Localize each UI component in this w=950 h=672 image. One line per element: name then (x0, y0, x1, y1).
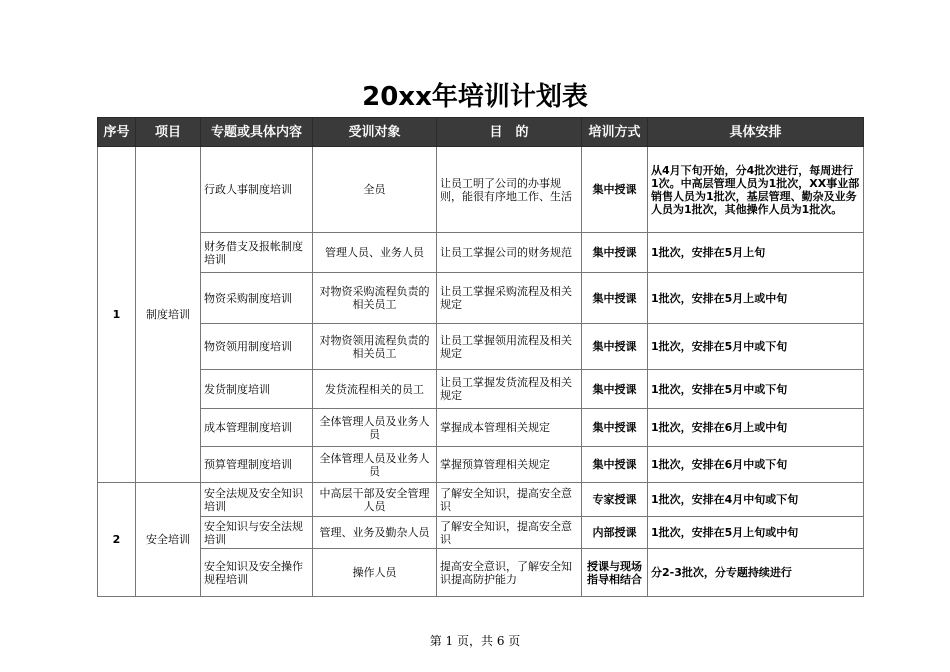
header-method: 培训方式 (582, 118, 648, 147)
purpose-cell: 让员工掌握采购流程及相关规定 (437, 273, 582, 324)
purpose-cell: 提高安全意识，了解安全知识提高防护能力 (437, 549, 582, 597)
method-cell: 集中授课 (582, 409, 648, 447)
method-cell: 集中授课 (582, 147, 648, 233)
header-project: 项目 (136, 118, 201, 147)
table-row (98, 147, 864, 233)
group-project: 安全培训 (136, 483, 201, 597)
purpose-cell: 让员工掌握领用流程及相关规定 (437, 324, 582, 370)
topic-cell: 成本管理制度培训 (201, 409, 313, 447)
audience-cell: 全员 (313, 147, 437, 233)
purpose-cell: 了解安全知识，提高安全意识 (437, 483, 582, 517)
schedule-cell: 1批次，安排在5月中或下旬 (648, 324, 864, 370)
audience-cell: 对物资领用流程负责的相关员工 (313, 324, 437, 370)
method-cell: 集中授课 (582, 273, 648, 324)
header-purpose: 目 的 (437, 118, 582, 147)
topic-cell: 安全法规及安全知识培训 (201, 483, 313, 517)
topic-cell: 发货制度培训 (201, 370, 313, 409)
schedule-cell: 从4月下旬开始，分4批次进行，每周进行1次。中高层管理人员为1批次，XX事业部销售人员为1批次，基层管理、勤杂及业务人员为1批次，其他操作人员为1批次。 (648, 147, 864, 233)
purpose-cell: 了解安全知识，提高安全意识 (437, 517, 582, 549)
schedule-cell: 1批次，安排在5月上旬或中旬 (648, 517, 864, 549)
topic-cell: 物资采购制度培训 (201, 273, 313, 324)
table-row (98, 409, 864, 447)
purpose-cell: 让员工掌握公司的财务规范 (437, 233, 582, 273)
audience-cell: 对物资采购流程负责的相关员工 (313, 273, 437, 324)
table-row (98, 233, 864, 273)
table-row (98, 447, 864, 483)
group-project: 制度培训 (136, 147, 201, 483)
table-header-row (98, 118, 864, 147)
topic-cell: 行政人事制度培训 (201, 147, 313, 233)
table-row (98, 517, 864, 549)
header-seq: 序号 (98, 118, 136, 147)
schedule-cell: 1批次，安排在6月中或下旬 (648, 447, 864, 483)
schedule-cell: 1批次，安排在5月中或下旬 (648, 370, 864, 409)
table-row (98, 324, 864, 370)
topic-cell: 物资领用制度培训 (201, 324, 313, 370)
table-row (98, 549, 864, 597)
audience-cell: 全体管理人员及业务人员 (313, 447, 437, 483)
schedule-cell: 1批次，安排在6月上或中旬 (648, 409, 864, 447)
table-row (98, 483, 864, 517)
group-seq: 1 (98, 147, 136, 483)
method-cell: 集中授课 (582, 233, 648, 273)
schedule-cell: 1批次，安排在5月上旬 (648, 233, 864, 273)
schedule-cell: 1批次，安排在5月上或中旬 (648, 273, 864, 324)
method-cell: 授课与现场指导相结合 (582, 549, 648, 597)
method-cell: 集中授课 (582, 324, 648, 370)
purpose-cell: 掌握预算管理相关规定 (437, 447, 582, 483)
page-title: 20xx年培训计划表 (362, 82, 588, 112)
audience-cell: 操作人员 (313, 549, 437, 597)
purpose-cell: 让员工明了公司的办事规则，能很有序地工作、生活 (437, 147, 582, 233)
table-row (98, 273, 864, 324)
training-plan-table (97, 117, 864, 597)
method-cell: 内部授课 (582, 517, 648, 549)
audience-cell: 全体管理人员及业务人员 (313, 409, 437, 447)
topic-cell: 预算管理制度培训 (201, 447, 313, 483)
schedule-cell: 分2-3批次，分专题持续进行 (648, 549, 864, 597)
topic-cell: 财务借支及报帐制度培训 (201, 233, 313, 273)
purpose-cell: 掌握成本管理相关规定 (437, 409, 582, 447)
header-topic: 专题或具体内容 (201, 118, 313, 147)
audience-cell: 中高层干部及安全管理人员 (313, 483, 437, 517)
purpose-cell: 让员工掌握发货流程及相关规定 (437, 370, 582, 409)
audience-cell: 管理、业务及勤杂人员 (313, 517, 437, 549)
page-footer: 第 1 页，共 6 页 (429, 634, 521, 648)
topic-cell: 安全知识与安全法规培训 (201, 517, 313, 549)
audience-cell: 发货流程相关的员工 (313, 370, 437, 409)
audience-cell: 管理人员、业务人员 (313, 233, 437, 273)
schedule-cell: 1批次，安排在4月中旬或下旬 (648, 483, 864, 517)
group-seq: 2 (98, 483, 136, 597)
table-row (98, 370, 864, 409)
topic-cell: 安全知识及安全操作规程培训 (201, 549, 313, 597)
method-cell: 专家授课 (582, 483, 648, 517)
header-schedule: 具体安排 (648, 118, 864, 147)
method-cell: 集中授课 (582, 370, 648, 409)
method-cell: 集中授课 (582, 447, 648, 483)
header-audience: 受训对象 (313, 118, 437, 147)
